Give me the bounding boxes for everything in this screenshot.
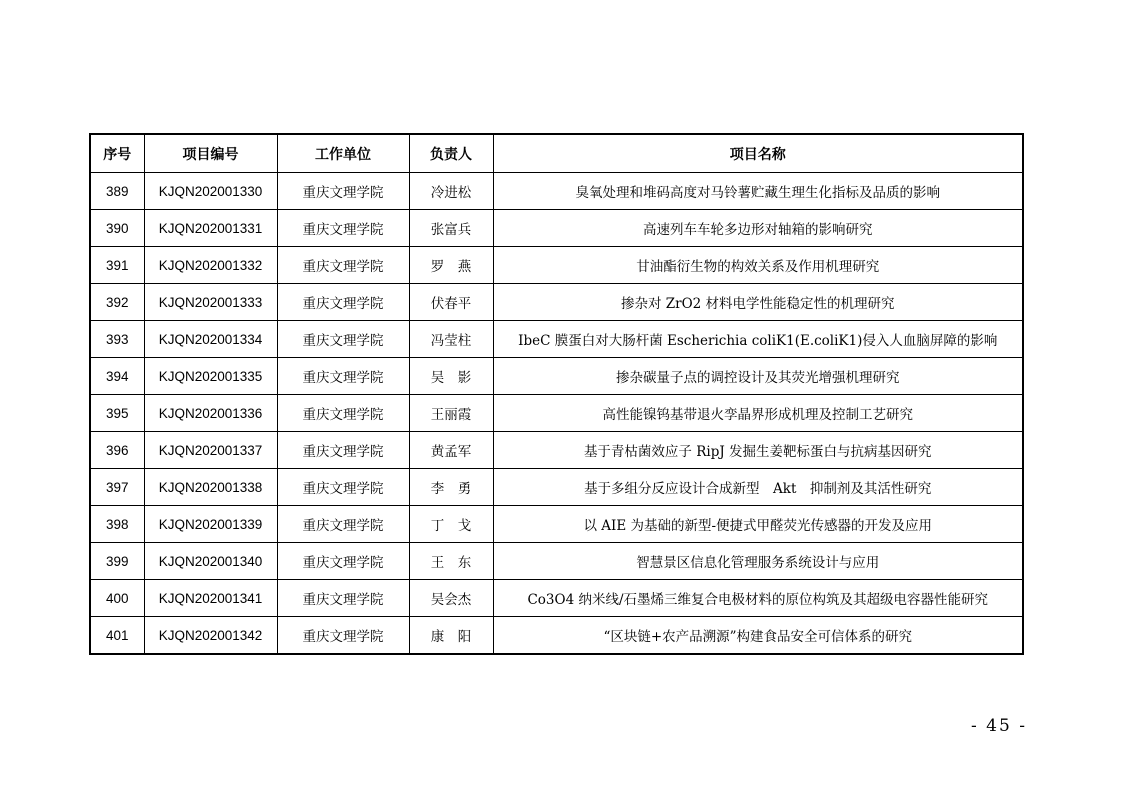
- table-row: [90, 617, 1023, 655]
- cell-person: 李 勇: [409, 469, 493, 506]
- cell-person: 康 阳: [409, 617, 493, 655]
- header-person-in-charge: 负责人: [409, 134, 493, 173]
- cell-project-code: KJQN202001342: [144, 617, 277, 655]
- cell-person: 吴会杰: [409, 580, 493, 617]
- table-row: [90, 247, 1023, 284]
- table-row: [90, 284, 1023, 321]
- cell-project-name: 基于多组分反应设计合成新型 Akt 抑制剂及其活性研究: [493, 469, 1023, 506]
- cell-serial: 391: [90, 247, 144, 284]
- cell-work-unit: 重庆文理学院: [277, 432, 409, 469]
- cell-work-unit: 重庆文理学院: [277, 617, 409, 655]
- table-row: [90, 210, 1023, 247]
- cell-serial: 393: [90, 321, 144, 358]
- cell-project-code: KJQN202001341: [144, 580, 277, 617]
- cell-project-code: KJQN202001333: [144, 284, 277, 321]
- cell-serial: 394: [90, 358, 144, 395]
- cell-project-name: “区块链+农产品溯源”构建食品安全可信体系的研究: [493, 617, 1023, 655]
- cell-serial: 399: [90, 543, 144, 580]
- cell-person: 吴 影: [409, 358, 493, 395]
- cell-project-code: KJQN202001337: [144, 432, 277, 469]
- cell-serial: 389: [90, 173, 144, 210]
- cell-serial: 396: [90, 432, 144, 469]
- cell-project-code: KJQN202001335: [144, 358, 277, 395]
- cell-person: 冯莹柱: [409, 321, 493, 358]
- cell-project-name: 高速列车车轮多边形对轴箱的影响研究: [493, 210, 1023, 247]
- cell-serial: 400: [90, 580, 144, 617]
- cell-project-name: 高性能镍钨基带退火孪晶界形成机理及控制工艺研究: [493, 395, 1023, 432]
- cell-project-code: KJQN202001330: [144, 173, 277, 210]
- cell-project-name: 甘油酯衍生物的构效关系及作用机理研究: [493, 247, 1023, 284]
- cell-project-name: 掺杂碳量子点的调控设计及其荧光增强机理研究: [493, 358, 1023, 395]
- table-row: [90, 506, 1023, 543]
- cell-project-code: KJQN202001334: [144, 321, 277, 358]
- cell-serial: 390: [90, 210, 144, 247]
- cell-person: 丁 戈: [409, 506, 493, 543]
- cell-work-unit: 重庆文理学院: [277, 506, 409, 543]
- cell-work-unit: 重庆文理学院: [277, 469, 409, 506]
- project-table: [89, 133, 1024, 655]
- table-row: [90, 321, 1023, 358]
- table-row: [90, 432, 1023, 469]
- cell-work-unit: 重庆文理学院: [277, 321, 409, 358]
- cell-person: 冷进松: [409, 173, 493, 210]
- cell-work-unit: 重庆文理学院: [277, 395, 409, 432]
- header-serial: 序号: [90, 134, 144, 173]
- cell-project-code: KJQN202001336: [144, 395, 277, 432]
- cell-project-code: KJQN202001339: [144, 506, 277, 543]
- table-row: [90, 173, 1023, 210]
- cell-work-unit: 重庆文理学院: [277, 173, 409, 210]
- cell-serial: 397: [90, 469, 144, 506]
- cell-project-code: KJQN202001331: [144, 210, 277, 247]
- header-project-code: 项目编号: [144, 134, 277, 173]
- cell-project-name: 臭氧处理和堆码高度对马铃薯贮藏生理生化指标及品质的影响: [493, 173, 1023, 210]
- cell-work-unit: 重庆文理学院: [277, 210, 409, 247]
- cell-work-unit: 重庆文理学院: [277, 247, 409, 284]
- cell-work-unit: 重庆文理学院: [277, 543, 409, 580]
- cell-project-name: 基于青枯菌效应子 RipJ 发掘生姜靶标蛋白与抗病基因研究: [493, 432, 1023, 469]
- cell-person: 黄孟军: [409, 432, 493, 469]
- table-row: [90, 580, 1023, 617]
- table-row: [90, 543, 1023, 580]
- cell-project-name: IbeC 膜蛋白对大肠杆菌 Escherichia coliK1(E.coliK1)侵入人血脑屏障的影响: [493, 321, 1023, 358]
- cell-work-unit: 重庆文理学院: [277, 284, 409, 321]
- cell-person: 王 东: [409, 543, 493, 580]
- cell-serial: 401: [90, 617, 144, 655]
- cell-project-name: 智慧景区信息化管理服务系统设计与应用: [493, 543, 1023, 580]
- cell-project-code: KJQN202001332: [144, 247, 277, 284]
- table-row: [90, 358, 1023, 395]
- header-project-name: 项目名称: [493, 134, 1023, 173]
- cell-project-name: 以 AIE 为基础的新型-便捷式甲醛荧光传感器的开发及应用: [493, 506, 1023, 543]
- table-row: [90, 395, 1023, 432]
- cell-project-code: KJQN202001340: [144, 543, 277, 580]
- cell-serial: 392: [90, 284, 144, 321]
- cell-project-name: 掺杂对 ZrO2 材料电学性能稳定性的机理研究: [493, 284, 1023, 321]
- page-number: - 45 -: [971, 716, 1027, 736]
- table-row: [90, 469, 1023, 506]
- cell-serial: 398: [90, 506, 144, 543]
- cell-serial: 395: [90, 395, 144, 432]
- cell-person: 罗 燕: [409, 247, 493, 284]
- cell-work-unit: 重庆文理学院: [277, 358, 409, 395]
- cell-person: 张富兵: [409, 210, 493, 247]
- cell-project-code: KJQN202001338: [144, 469, 277, 506]
- cell-person: 王丽霞: [409, 395, 493, 432]
- table-header-row: [90, 134, 1023, 173]
- cell-person: 伏春平: [409, 284, 493, 321]
- cell-work-unit: 重庆文理学院: [277, 580, 409, 617]
- header-work-unit: 工作单位: [277, 134, 409, 173]
- cell-project-name: Co3O4 纳米线/石墨烯三维复合电极材料的原位构筑及其超级电容器性能研究: [493, 580, 1023, 617]
